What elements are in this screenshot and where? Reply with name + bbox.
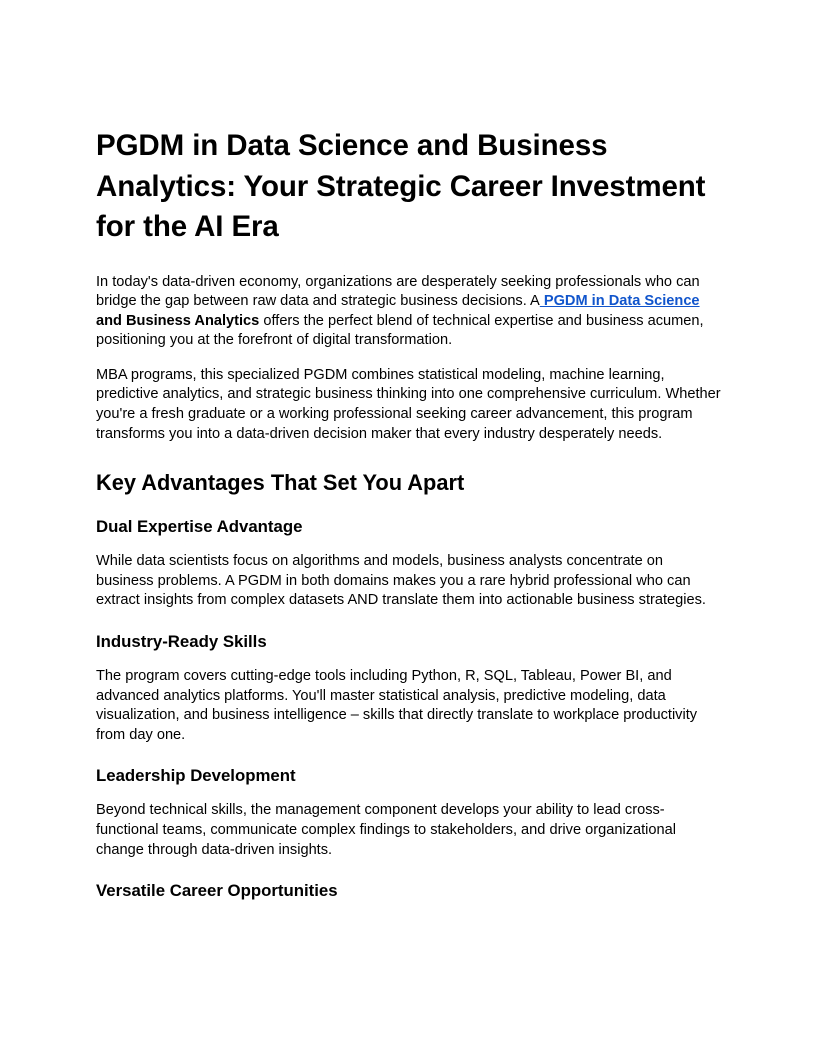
intro-text-before-link: In today's data-driven economy, organizations are desperately seeking professionals who can bridge the gap between raw data and strategic business decisions. A bbox=[96, 273, 700, 310]
paragraph-leadership: Beyond technical skills, the management component develops your ability to lead cross-functional teams, communicate complex findings to stakeholders, and drive organizational change through data-driven insights. bbox=[96, 802, 677, 858]
page-title: PGDM in Data Science and Business Analytics: Your Strategic Career Investment for the AI Era bbox=[96, 129, 706, 243]
intro-text-after-link: offers the perfect blend of technical expertise and business acumen, positioning you at the forefront of digital transformation. bbox=[96, 312, 704, 349]
subheading-career-opportunities: Versatile Career Opportunities bbox=[96, 881, 338, 901]
paragraph-dual-expertise: While data scientists focus on algorithms and models, business analysts concentrate on business problems. A PGDM in both domains makes you a rare hybrid professional who can extract insights from complex datasets AND translate them into actionable business strategies. bbox=[96, 553, 706, 609]
intro-paragraph-1 bbox=[96, 273, 724, 351]
intro-paragraph-2: MBA programs, this specialized PGDM combines statistical modeling, machine learning, predictive analytics, and strategic business thinking into one comprehensive curriculum. Whether you're a fresh graduate or a working professional seeking career advancement, this program transforms you into a data-driven decision maker that every industry desperately needs. bbox=[96, 366, 721, 442]
section-heading: Key Advantages That Set You Apart bbox=[96, 470, 465, 496]
document-page bbox=[96, 126, 724, 902]
subheading-industry-ready: Industry-Ready Skills bbox=[96, 632, 267, 652]
subheading-dual-expertise: Dual Expertise Advantage bbox=[96, 517, 303, 537]
intro-bold-text: and Business Analytics bbox=[96, 312, 260, 329]
pgdm-data-science-link[interactable]: PGDM in Data Science bbox=[539, 293, 700, 310]
paragraph-industry-ready: The program covers cutting-edge tools including Python, R, SQL, Tableau, Power BI, and advanced analytics platforms. You'll master statistical analysis, predictive modeling, data visualization, and business intelligence – skills that directly translate to workplace productivity from day one. bbox=[96, 668, 698, 743]
subheading-leadership: Leadership Development bbox=[96, 766, 296, 786]
